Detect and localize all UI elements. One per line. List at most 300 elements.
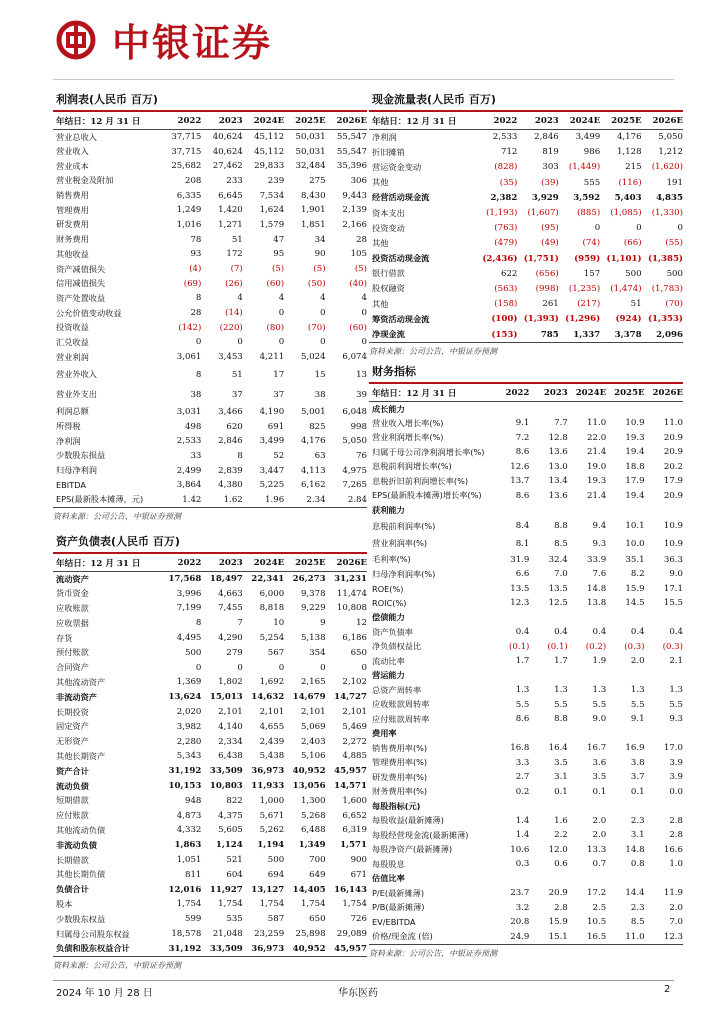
cell-value: 6,162 — [300, 480, 326, 491]
cell-value: 14.5 — [625, 598, 645, 609]
cell-value: 37 — [231, 389, 243, 400]
cell-value: 2,403 — [300, 736, 326, 747]
cell-value: 0 — [278, 337, 285, 348]
cell-value: 10 — [273, 618, 285, 629]
cell-value: 1,369 — [176, 677, 202, 688]
cell-value: 2,439 — [259, 736, 285, 747]
cell-value: 7.7 — [554, 418, 568, 429]
cell-value: (116) — [618, 177, 642, 188]
cell-value: 4 — [237, 293, 243, 304]
row-label: 管理费用率(%) — [372, 757, 428, 768]
ratios-source: 资料来源：公司公告，中银证券预测 — [369, 944, 683, 960]
cell-value: 3.8 — [630, 757, 645, 768]
cell-value: 3.2 — [515, 902, 530, 913]
year-header: 2026E — [645, 384, 683, 402]
cell-value: (1,085) — [610, 208, 642, 219]
cell-value: 0.1 — [554, 786, 568, 797]
cell-value: 18,497 — [209, 574, 243, 585]
row-label: 息税前利润增长率(%) — [372, 461, 452, 472]
table-row — [369, 175, 683, 190]
cell-value: 3,378 — [614, 329, 642, 340]
cell-value: 650 — [309, 914, 326, 925]
cell-value: 16.9 — [625, 743, 645, 754]
row-label: 折旧摊销 — [372, 146, 405, 157]
cell-value: 9.0 — [592, 714, 607, 725]
row-label: 研发费用率(%) — [372, 771, 428, 782]
row-label: 管理费用 — [56, 204, 89, 215]
cell-value — [568, 727, 606, 742]
cell-value: 19.4 — [625, 490, 645, 501]
cell-value: 1.42 — [182, 494, 202, 505]
cell-value: 2,280 — [176, 736, 202, 747]
row-label: 营运能力 — [372, 670, 405, 681]
row-label: 投资变动 — [372, 222, 405, 233]
cell-value: 3,061 — [176, 352, 202, 363]
cell-value — [645, 727, 683, 742]
table-row — [369, 431, 683, 446]
cell-value: 76 — [356, 450, 367, 461]
cell-value — [568, 799, 606, 814]
cell-value: 14,571 — [334, 781, 367, 792]
cell-value: 19.4 — [625, 447, 645, 458]
row-label: 营业利润率(%) — [372, 538, 428, 549]
table-row — [53, 463, 367, 478]
row-label: 非流动负债 — [56, 839, 97, 850]
cell-value: 649 — [309, 869, 326, 880]
cell-value: 15 — [314, 369, 326, 380]
cell-value: (656) — [535, 268, 559, 279]
cell-value: 1,851 — [300, 219, 326, 230]
cell-value: 51 — [231, 369, 243, 380]
cell-value: 5,050 — [342, 436, 367, 447]
cell-value: 0.4 — [515, 627, 530, 638]
cell-value: (14) — [225, 308, 243, 319]
balance-title: 资产负债表(人民币 百万) — [53, 532, 367, 554]
row-label: 每股收益(最新摊薄) — [372, 815, 444, 826]
row-label: 银行借款 — [372, 268, 405, 279]
row-label: 股本 — [56, 898, 73, 909]
cell-value: 0.6 — [554, 859, 568, 870]
row-label: 存货 — [56, 632, 73, 643]
cell-value: 33,509 — [209, 943, 243, 954]
table-row — [53, 174, 367, 189]
cell-value: 10.9 — [625, 418, 645, 429]
table-row — [53, 130, 367, 145]
cell-value: 7,199 — [176, 603, 202, 614]
cell-value — [529, 503, 567, 518]
cell-value: 7 — [237, 618, 243, 629]
balance-source: 资料来源：公司公告，中银证券预测 — [53, 956, 367, 972]
cell-value: 29,089 — [336, 929, 367, 940]
cell-value: 9,378 — [300, 588, 326, 599]
cell-value: (1,751) — [523, 253, 559, 264]
cell-value: 39 — [356, 389, 367, 400]
row-label: EV/EBITDA — [372, 917, 416, 928]
cell-value: 10.6 — [510, 844, 530, 855]
cell-value: 5,438 — [259, 751, 285, 762]
cell-value: (217) — [577, 299, 601, 310]
cell-value: (40) — [349, 278, 367, 289]
cell-value: 12.6 — [510, 461, 530, 472]
cell-value: 37,715 — [171, 146, 202, 157]
cell-value: 275 — [309, 175, 326, 186]
cell-value: 3.7 — [630, 772, 645, 783]
cell-value: 0.4 — [592, 627, 607, 638]
cell-value: 1,802 — [218, 677, 243, 688]
cell-value: 21.4 — [587, 490, 607, 501]
cell-value: 1,692 — [259, 677, 285, 688]
cell-value: 5,001 — [300, 406, 326, 417]
cell-value: (2,436) — [482, 253, 518, 264]
table-row — [53, 365, 367, 385]
cell-value: 3,864 — [176, 480, 202, 491]
cell-value: 90 — [314, 249, 326, 260]
cell-value: 14,632 — [251, 692, 285, 703]
cell-value: 2.8 — [669, 815, 683, 826]
row-label: 营业收入 — [56, 146, 89, 157]
cell-value: (60) — [266, 278, 285, 289]
cell-value: 1,754 — [218, 899, 243, 910]
cell-value: 555 — [583, 177, 601, 188]
cell-value: 15,013 — [209, 692, 243, 703]
cell-value: 16.6 — [663, 844, 683, 855]
cell-value: 105 — [350, 249, 367, 260]
cell-value: 2,839 — [218, 465, 243, 476]
cell-value: 1.7 — [554, 656, 568, 667]
cell-value: 40,624 — [212, 146, 243, 157]
cell-value: 13.5 — [548, 583, 568, 594]
cell-value: 2,139 — [342, 205, 367, 216]
row-label: 资产合计 — [56, 765, 89, 776]
cell-value: 3.1 — [554, 772, 568, 783]
year-header: 2022 — [476, 112, 517, 130]
cell-value: 1,128 — [616, 147, 642, 158]
cell-value — [606, 727, 644, 742]
cell-value: 2,334 — [218, 736, 243, 747]
cell-value: 20.9 — [663, 447, 683, 458]
row-label: 营业税金及附加 — [56, 175, 114, 186]
cell-value: 36,973 — [251, 766, 285, 777]
cell-value: 1.4 — [515, 830, 530, 841]
row-label: 每股净资产(最新摊薄) — [372, 844, 453, 855]
table-row — [369, 683, 683, 698]
cell-value: 1,051 — [176, 855, 202, 866]
cell-value: 2.8 — [669, 830, 683, 841]
cell-value: 10.0 — [625, 538, 645, 549]
cell-value: 0.4 — [669, 627, 683, 638]
cell-value — [568, 611, 606, 626]
cell-value — [645, 402, 683, 417]
cell-value: 1,212 — [658, 147, 683, 158]
cell-value: 822 — [226, 795, 243, 806]
cell-value: 2,272 — [342, 736, 367, 747]
table-row — [53, 449, 367, 464]
cell-value: 32,484 — [295, 161, 326, 172]
cell-value: 2.84 — [347, 494, 367, 505]
cell-value — [645, 799, 683, 814]
table-row — [53, 419, 367, 434]
cell-value: (1,620) — [651, 162, 683, 173]
cell-value: 13 — [356, 369, 367, 380]
row-label: 息税前利润率(%) — [372, 520, 436, 531]
cell-value: 604 — [226, 869, 243, 880]
income-body — [53, 130, 367, 508]
cell-value: 3.3 — [515, 757, 530, 768]
cell-value: 31,192 — [168, 943, 202, 954]
cell-value: 11.9 — [663, 888, 683, 899]
brand-name: 中银证券 — [112, 21, 273, 65]
cell-value: 0.7 — [592, 859, 607, 870]
table-row — [369, 930, 683, 945]
cell-value: 3.9 — [669, 757, 683, 768]
row-label: 营业外收入 — [56, 369, 97, 379]
cell-value: 63 — [314, 450, 326, 461]
cell-value: 36.3 — [663, 554, 683, 565]
cell-value: 2.0 — [592, 830, 607, 841]
cell-value: (1,353) — [647, 314, 683, 325]
cell-value: 6,488 — [300, 825, 326, 836]
table-row — [369, 712, 683, 727]
cell-value: 1.6 — [554, 815, 568, 826]
cell-value: 5.5 — [669, 699, 683, 710]
cell-value: 19.3 — [587, 476, 607, 487]
cell-value: 4 — [278, 293, 285, 304]
table-row — [369, 474, 683, 489]
cell-value: 9,443 — [342, 190, 367, 201]
row-label: 营业利润 — [56, 351, 89, 362]
cell-value: 4,495 — [176, 633, 202, 644]
cashflow-source: 资料来源：公司公告，中银证券预测 — [369, 342, 683, 358]
table-row — [369, 445, 683, 460]
cell-value: 22,341 — [251, 574, 285, 585]
balance-body — [53, 572, 367, 957]
cell-value: 2.8 — [554, 902, 568, 913]
table-row — [53, 232, 367, 247]
cell-value — [491, 727, 529, 742]
cell-value: 500 — [666, 268, 683, 279]
cell-value: 1,863 — [174, 840, 202, 851]
cell-value: 1.96 — [265, 494, 285, 505]
cell-value: 3,499 — [259, 436, 285, 447]
cell-value: 1.62 — [223, 494, 243, 505]
row-label: 获利能力 — [372, 504, 405, 515]
row-label: 净利润 — [372, 131, 397, 142]
cell-value: 3,982 — [176, 721, 202, 732]
cell-value: 4,375 — [218, 810, 243, 821]
cell-value: 45,957 — [334, 766, 367, 777]
cell-value: (158) — [494, 299, 518, 310]
year-header: 2024E — [243, 554, 284, 572]
row-label: 费用率 — [372, 728, 397, 739]
table-row — [53, 660, 367, 675]
year-header: 2025E — [600, 112, 641, 130]
year-header: 2023 — [517, 112, 558, 130]
year-header: 2022 — [491, 384, 529, 402]
cell-value: 0 — [195, 662, 202, 673]
cell-value: 7,455 — [218, 603, 243, 614]
cell-value: 1.3 — [669, 685, 683, 696]
cell-value: 17.0 — [663, 743, 683, 754]
cell-value: 5.5 — [554, 699, 568, 710]
cell-value: 4,140 — [218, 721, 243, 732]
cell-value: 0.0 — [669, 786, 683, 797]
table-row — [53, 867, 367, 882]
cell-value: (828) — [494, 162, 518, 173]
cell-value: 1,016 — [176, 219, 202, 230]
cell-value: 0 — [636, 223, 642, 234]
cell-value: 3.1 — [630, 830, 645, 841]
cell-value: (1,607) — [527, 208, 559, 219]
cell-value — [606, 402, 644, 417]
cell-value: 172 — [226, 249, 243, 260]
row-label: 长期借款 — [56, 854, 89, 865]
cell-value: 28 — [190, 308, 202, 319]
year-label: 年结日：12 月 31 日 — [53, 554, 160, 572]
year-header: 2023 — [201, 112, 242, 130]
cell-value: 2,166 — [342, 219, 367, 230]
cell-value: 6,438 — [218, 751, 243, 762]
year-label: 年结日：12 月 31 日 — [369, 384, 491, 402]
cell-value — [491, 611, 529, 626]
cell-value: (479) — [494, 238, 518, 249]
cell-value: 2.3 — [630, 815, 645, 826]
row-label: 每股指标(元) — [372, 800, 421, 811]
cell-value: 1.3 — [554, 685, 568, 696]
cell-value: 2.2 — [554, 830, 568, 841]
page-number: 2 — [664, 984, 671, 995]
cell-value: 1,300 — [300, 795, 326, 806]
cell-value: 13.6 — [548, 447, 568, 458]
cell-value: 40,952 — [292, 943, 326, 954]
cell-value: 2.1 — [669, 656, 683, 667]
cell-value — [529, 872, 567, 887]
cell-value: 33,509 — [209, 766, 243, 777]
cell-value: 22.0 — [587, 432, 607, 443]
table-row — [53, 144, 367, 159]
cell-value: 0.3 — [515, 859, 530, 870]
ratios-table — [369, 384, 683, 944]
row-label: 其他流动负债 — [56, 824, 106, 835]
table-row — [53, 853, 367, 868]
cell-value: 354 — [309, 647, 326, 658]
cell-value: 50,031 — [295, 132, 326, 143]
cell-value: (142) — [178, 322, 202, 333]
cell-value: 3,466 — [218, 406, 243, 417]
cell-value: 9.0 — [669, 569, 683, 580]
cell-value: 2,382 — [490, 192, 518, 203]
cell-value: 35.1 — [625, 554, 645, 565]
cell-value: 2,096 — [656, 329, 683, 340]
cell-value: 2,102 — [342, 677, 367, 688]
row-label: 估值比率 — [372, 873, 405, 884]
cell-value: 37,715 — [171, 132, 202, 143]
cell-value — [645, 872, 683, 887]
cell-value: 18,578 — [171, 929, 202, 940]
cell-value: 15.9 — [625, 583, 645, 594]
table-row — [53, 690, 367, 705]
cell-value: 16.4 — [548, 743, 568, 754]
table-row — [53, 601, 367, 616]
cell-value: 0 — [320, 337, 326, 348]
cell-value: 0.2 — [515, 786, 530, 797]
cell-value: 3,031 — [176, 406, 202, 417]
cell-value — [568, 872, 606, 887]
footer-divider — [53, 980, 674, 981]
cell-value: 2.0 — [669, 902, 683, 913]
row-label: 归属母公司股东权益 — [56, 928, 130, 939]
cell-value — [568, 402, 606, 417]
cell-value: 20.9 — [663, 432, 683, 443]
cell-value: 1,754 — [300, 899, 326, 910]
row-label: 净负债权益比 — [372, 641, 422, 652]
cell-value: 3.5 — [554, 757, 568, 768]
year-header: 2024E — [243, 112, 284, 130]
cell-value: 7.2 — [515, 432, 530, 443]
table-row — [53, 882, 367, 897]
cell-value: 1,754 — [176, 899, 202, 910]
row-label: 其他长期负债 — [56, 869, 106, 880]
cell-value: 0 — [320, 308, 326, 319]
cell-value: 0 — [195, 337, 202, 348]
table-row — [53, 631, 367, 646]
cell-value: 16,143 — [334, 884, 367, 895]
cell-value: 4,835 — [656, 192, 683, 203]
table-row — [369, 130, 683, 145]
table-row — [369, 596, 683, 611]
table-row — [369, 567, 683, 582]
cell-value: 11.0 — [625, 931, 645, 942]
cell-value: 700 — [309, 855, 326, 866]
cell-value: 622 — [500, 268, 518, 279]
cell-value: (1,449) — [568, 162, 601, 173]
row-label: 利润总额 — [56, 406, 89, 417]
cell-value: 13.6 — [548, 490, 568, 501]
cell-value: 303 — [542, 162, 559, 173]
table-row — [53, 838, 367, 853]
table-row — [53, 719, 367, 734]
cell-value: (50) — [307, 278, 326, 289]
cell-value — [491, 872, 529, 887]
row-label: ROE(%) — [372, 583, 404, 594]
table-row — [369, 205, 683, 220]
cell-value: 0.4 — [630, 627, 645, 638]
cell-value: 5,138 — [300, 633, 326, 644]
row-label: 营业总收入 — [56, 131, 97, 142]
year-header: 2022 — [160, 112, 201, 130]
cell-value: 8 — [237, 450, 243, 461]
cell-value: 4,332 — [176, 825, 202, 836]
cell-value: 0 — [278, 662, 285, 673]
row-label: 归母净利润 — [56, 465, 97, 476]
cell-value: 1,901 — [300, 205, 326, 216]
table-row — [369, 312, 683, 327]
cell-value: 1,754 — [342, 899, 367, 910]
cell-value: 45,957 — [334, 943, 367, 954]
table-row — [369, 625, 683, 640]
cell-value: 8 — [195, 369, 202, 380]
cell-value: 1.0 — [669, 859, 683, 870]
cell-value: 261 — [542, 299, 559, 310]
category-row — [369, 872, 683, 887]
cell-value: 8,818 — [259, 603, 285, 614]
cell-value: 10.9 — [663, 538, 683, 549]
table-row — [369, 756, 683, 771]
cell-value: 0.1 — [592, 786, 607, 797]
row-label: EPS(最新股本摊薄，元) — [56, 494, 144, 505]
cell-value: 2,020 — [176, 707, 202, 718]
footer-date: 2024 年 10 月 28 日 — [56, 988, 153, 999]
cell-value: (5) — [313, 264, 326, 275]
